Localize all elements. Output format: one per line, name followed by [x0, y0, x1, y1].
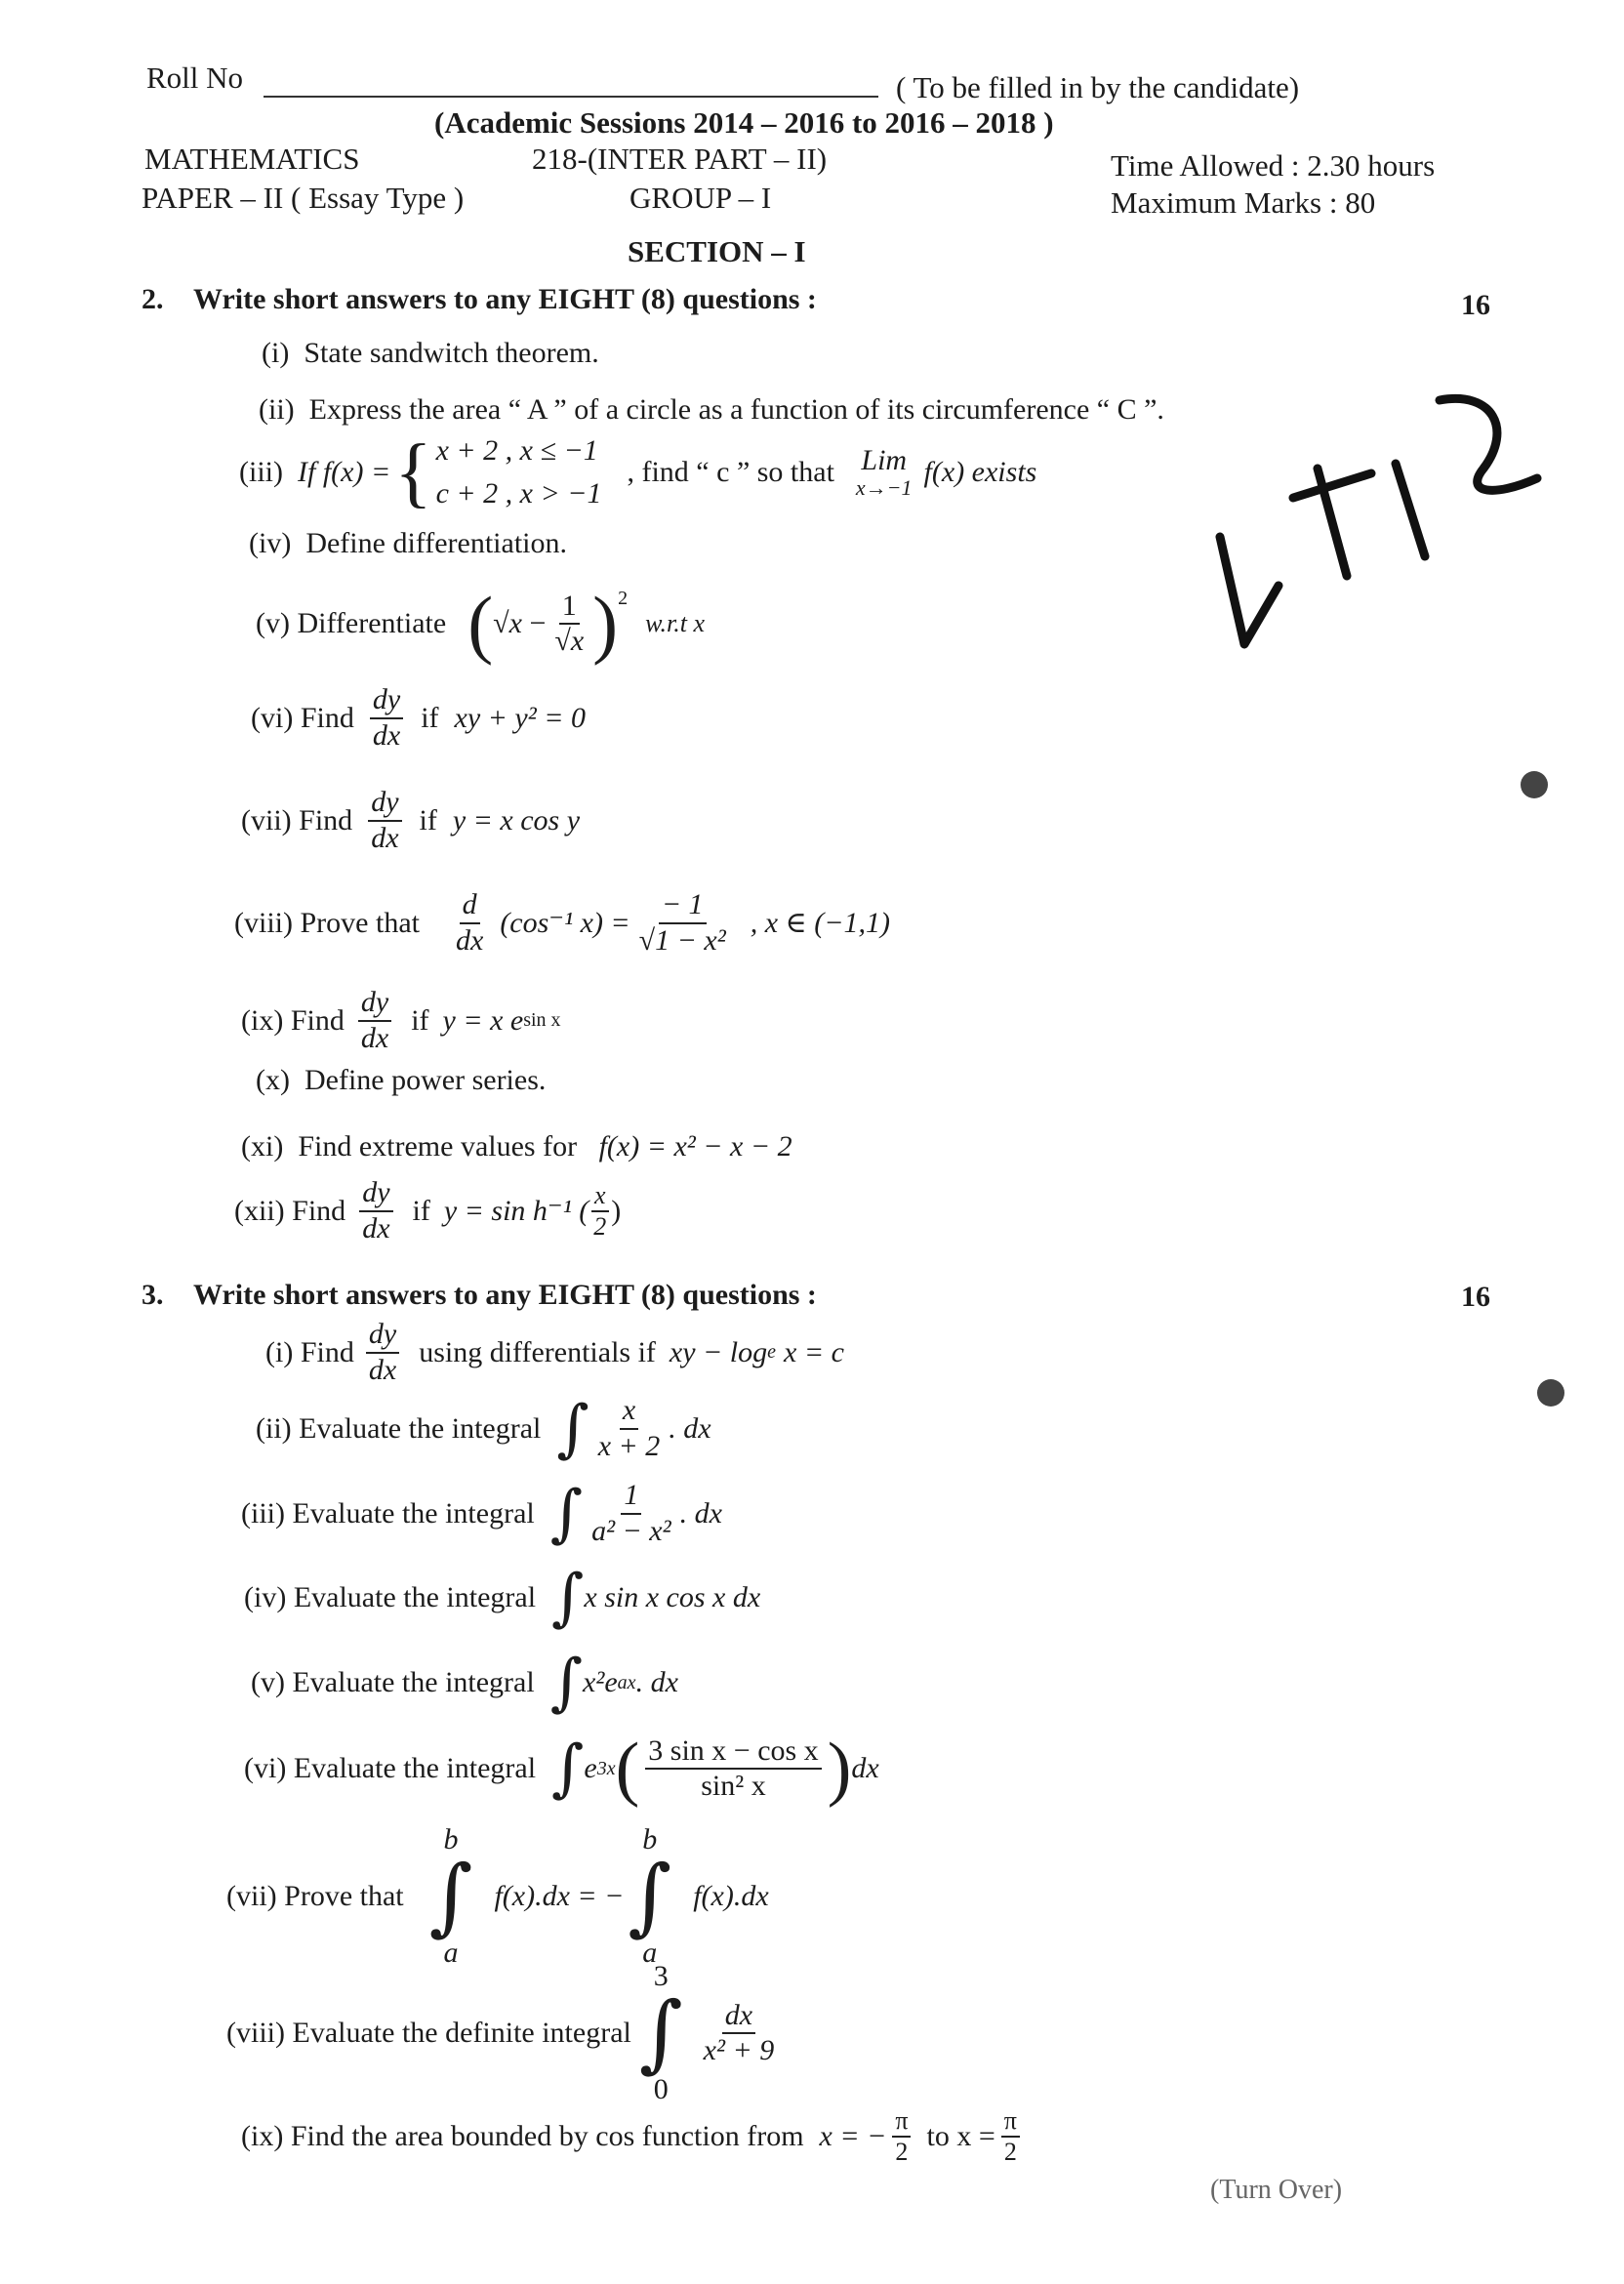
q3-item: (vii) Prove that b ∫ a f(x).dx = − b ∫ a f(x).dx [226, 1823, 769, 1969]
subject: MATHEMATICS [144, 142, 360, 176]
section-title: SECTION – I [628, 234, 806, 268]
q2-item: (ix) Find $\frac{dy}{dx}$ if y = x e sin x [241, 986, 561, 1054]
case-2: c + 2 , x > −1 [435, 476, 602, 510]
q2-title: Write short answers to any EIGHT (8) questions : [193, 283, 817, 315]
q3-item: (viii) Evaluate the definite integral 3 ∫ 0 $\frac{dx}{\text{x² + 9}}$ [226, 1960, 775, 2105]
q2-item: (viii) Prove that $\frac{d}{dx}$ (cos⁻¹ x) = $\frac{- 1}{\text{√1 − x²}}$ , x ∈ (−1,1) [234, 888, 890, 957]
q3-item: (ix) Find the area bounded by cos function from x = − $\frac{\pi}{2}$ to x = $\frac{\pi}{2}$ [241, 2106, 1026, 2167]
handwritten-lhr-mark [1200, 371, 1571, 664]
q3-number: 3. [142, 1279, 164, 1311]
q2-item: (v) Differentiate ( √x − $\frac{1}{√x}$ ) 2 w.r.t x [256, 581, 706, 666]
roll-no-line [264, 96, 878, 98]
maximum-marks: Maximum Marks : 80 [1111, 185, 1376, 220]
roll-note: ( To be filled in by the candidate) [896, 70, 1300, 104]
q2-item: (ii) Express the area “ A ” of a circle as a function of its circumference “ C ”. [259, 393, 1164, 426]
turn-over: (Turn Over) [1210, 2175, 1343, 2205]
q2-item: (x) Define power series. [256, 1064, 547, 1096]
q3-item: (ii) Evaluate the integral ∫ $\frac{x}{x + 2}$ . dx [256, 1392, 711, 1465]
paper-type: PAPER – II ( Essay Type ) [142, 181, 465, 215]
ink-speck [1521, 771, 1548, 798]
ink-speck [1537, 1379, 1564, 1407]
q2-marks: 16 [1461, 289, 1490, 321]
q3-item: (vi) Evaluate the integral ∫ e 3x ( $\frac{\text{3 sin x − cos x}}{\text{sin² x}}$ ) dx [244, 1729, 879, 1809]
q2-item: (xii) Find $\frac{dy}{dx}$ if y = sin h⁻¹ ( $\frac{x}{2}$ ) [234, 1176, 622, 1244]
q3-item: (v) Evaluate the integral ∫ x²e ax . dx [251, 1647, 678, 1719]
q3-item: (iv) Evaluate the integral ∫ x sin x cos x dx [244, 1562, 761, 1634]
q3-item: (iii) Evaluate the integral ∫ $\frac{1}{\text{a² − x²}}$ . dx [241, 1477, 722, 1550]
time-allowed: Time Allowed : 2.30 hours [1111, 148, 1436, 183]
group: GROUP – I [629, 181, 772, 215]
q3-title: Write short answers to any EIGHT (8) questions : [193, 1279, 817, 1311]
q2-item: (vii) Find $\frac{dy}{dx}$ if y = x cos y [241, 786, 581, 854]
q3-item: (i) Find $\frac{dy}{dx}$ using differentials if xy − log e x = c [265, 1318, 844, 1386]
q2-item: (i) State sandwitch theorem. [262, 337, 599, 369]
q2-item: (iv) Define differentiation. [249, 527, 567, 559]
academic-sessions: (Academic Sessions 2014 – 2016 to 2016 – 2018 ) [434, 105, 1054, 140]
q2-number: 2. [142, 283, 164, 315]
paper-code: 218-(INTER PART – II) [532, 142, 828, 176]
q2-item: (vi) Find $\frac{dy}{dx}$ if xy + y² = 0 [251, 683, 586, 752]
q3-marks: 16 [1461, 1281, 1490, 1313]
roll-no-label: Roll No [146, 61, 244, 95]
q2-item: (iii) If f(x) = { x + 2 , x ≤ −1 c + 2 , x > −1 , find “ c ” so that Lim x→−1 f(x) exists [239, 428, 1037, 515]
case-1: x + 2 , x ≤ −1 [435, 434, 598, 467]
q2-item: (xi) Find extreme values for f(x) = x² − x − 2 [241, 1130, 792, 1162]
